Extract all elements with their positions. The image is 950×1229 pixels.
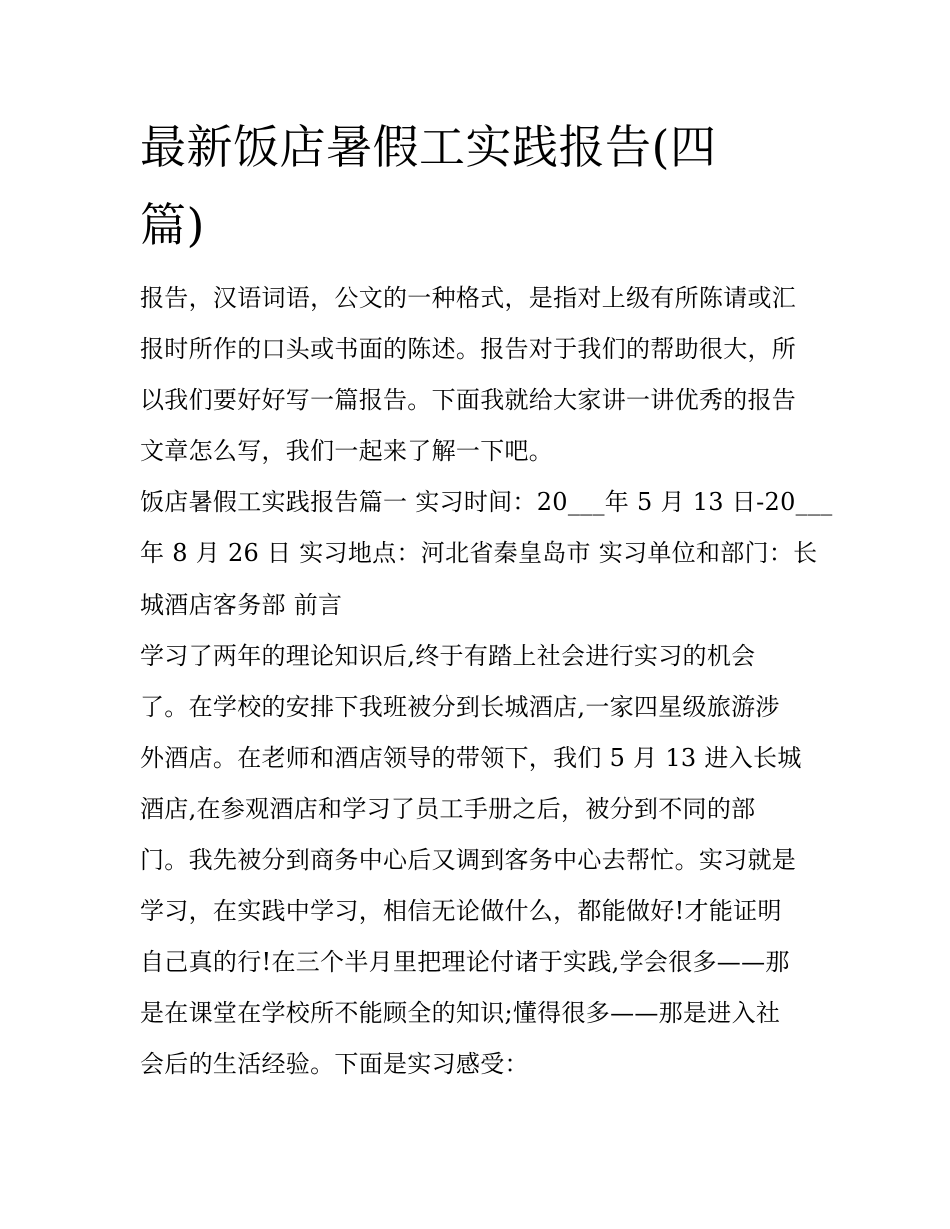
body-line: 学习，在实践中学习，相信无论做什么，都能做好!才能证明 xyxy=(140,897,782,926)
document-title xyxy=(140,108,820,264)
body-line: 外酒店。在老师和酒店领导的带领下，我们 5 月 13 进入长城 xyxy=(140,743,802,772)
body-line: 是在课堂在学校所不能顾全的知识;懂得很多——那是进入社 xyxy=(140,999,781,1028)
body-line: 门。我先被分到商务中心后又调到客务中心去帮忙。实习就是 xyxy=(140,846,797,875)
body-line: 年 8 月 26 日 实习地点：河北省秦皇岛市 实习单位和部门：长 xyxy=(140,539,818,568)
title-line: 最新饭店暑假工实践报告(四 xyxy=(140,120,717,174)
body-line: 自己真的行!在三个半月里把理论付诸于实践,学会很多——那 xyxy=(140,948,790,977)
body-line: 会后的生活经验。下面是实习感受： xyxy=(140,1050,529,1079)
body-line: 学习了两年的理论知识后,终于有踏上社会进行实习的机会 xyxy=(140,641,756,670)
title-line: 篇) xyxy=(140,198,205,252)
body-line: 城酒店客务部 前言 xyxy=(140,590,343,619)
body-line: 了。在学校的安排下我班被分到长城酒店,一家四星级旅游涉 xyxy=(140,692,780,721)
body-line: 酒店,在参观酒店和学习了员工手册之后，被分到不同的部 xyxy=(140,794,756,823)
body-line: 报时所作的口头或书面的陈述。报告对于我们的帮助很大，所 xyxy=(140,335,797,364)
body-line: 饭店暑假工实践报告篇一 实习时间：20___年 5 月 13 日-20___ xyxy=(140,488,833,517)
document-body xyxy=(140,273,833,1091)
body-line: 报告，汉语词语，公文的一种格式，是指对上级有所陈请或汇 xyxy=(140,284,797,312)
body-line: 以我们要好好写一篇报告。下面我就给大家讲一讲优秀的报告 xyxy=(140,386,797,415)
body-line: 文章怎么写，我们一起来了解一下吧。 xyxy=(140,437,554,466)
